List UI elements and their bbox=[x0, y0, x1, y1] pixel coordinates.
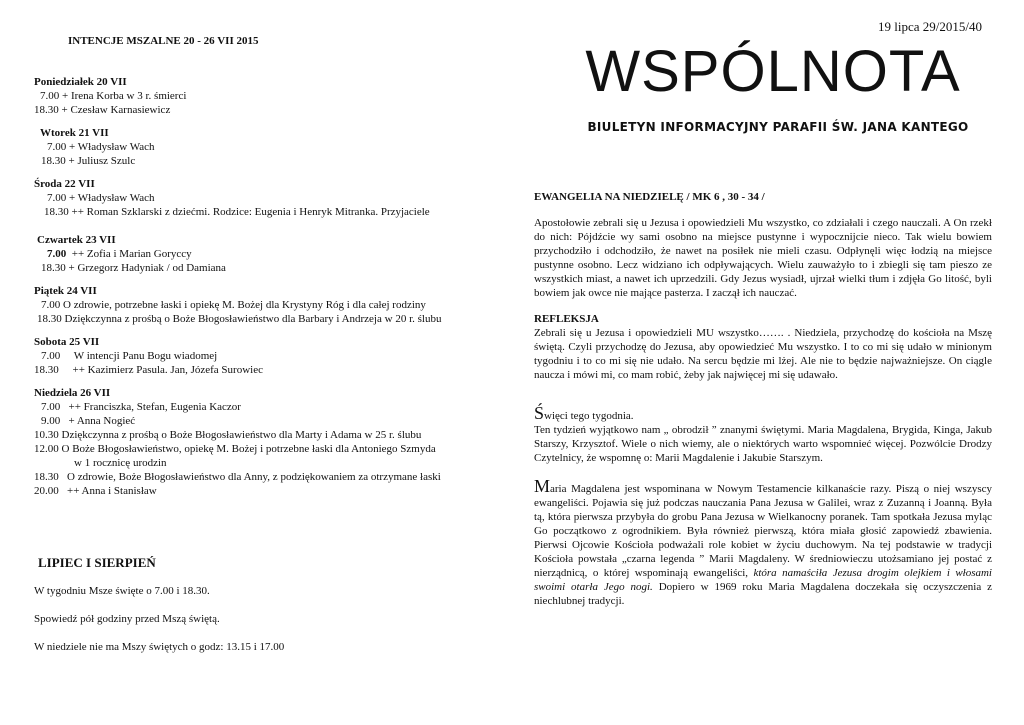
maria-magdalena-section bbox=[534, 476, 993, 608]
intentions-column bbox=[34, 34, 504, 666]
saints-text: Ten tydzień wyjątkowo nam „ obrodził ” znanymi świętymi. Maria Magdalena, Brygida, Kinga, Jakub Starszy, Krzysztof. Wiele o nich wiemy, ale o niektórych warto wspomnieć więcej. Pozwólcie Drodzy Czytelnicy, że wspomnę o: Marii Magdalenie i Jakubie Starszym. bbox=[534, 424, 992, 464]
day-title: Wtorek 21 VII bbox=[40, 127, 109, 139]
intention-line: w 1 rocznicę urodzin bbox=[74, 457, 167, 469]
intention-line: 18.30 ++ Kazimierz Pasula. Jan, Józefa Surowiec bbox=[34, 364, 263, 376]
day-title: Niedziela 26 VII bbox=[34, 387, 111, 399]
intention-line: 10.30 Dziękczynna z prośbą o Boże Błogosławieństwo dla Marty i Adama w 25 r. ślubu bbox=[34, 429, 422, 441]
maria-dropcap: M bbox=[534, 476, 551, 496]
intention-line: 9.00 + Anna Nogieć bbox=[41, 415, 136, 427]
day-title: Poniedziałek 20 VII bbox=[34, 76, 127, 88]
saints-section bbox=[534, 403, 992, 465]
maria-after: Dopiero w 1969 roku Maria Magdalena doczekała się oczyszczenia z niechlubnej tradycji. bbox=[534, 581, 993, 607]
day-title: Czwartek 23 VII bbox=[37, 234, 116, 246]
intention-line: 20.00 ++ Anna i Stanisław bbox=[34, 485, 157, 497]
schedule-title: LIPIEC I SIERPIEŃ bbox=[38, 555, 156, 570]
intention-line: 18.30 O zdrowie, Boże Błogosławieństwo dla Anny, z podziękowaniem za otrzymane łaski bbox=[34, 471, 441, 483]
intention-line: 18.30 + Czesław Karnasiewicz bbox=[34, 104, 171, 116]
saints-title-rest: więci tego tygodnia. bbox=[544, 410, 634, 422]
intention-line: 7.00 ++ Franciszka, Stefan, Eugenia Kaczor bbox=[41, 401, 241, 413]
day-friday bbox=[34, 284, 504, 326]
masthead-subtitle: BIULETYN INFORMACYJNY PARAFII ŚW. JANA KANTEGO bbox=[587, 120, 969, 134]
maria-italic: która namaściła Jezusa drogim olejkiem i włosami swoimi otarła Jego nogi. bbox=[534, 567, 992, 593]
intention-line: 18.30 + Grzegorz Hadyniak / od Damiana bbox=[41, 262, 226, 274]
intention-line bbox=[34, 247, 504, 261]
intention-line: 7.00 + Władysław Wach bbox=[47, 141, 155, 153]
day-tuesday bbox=[34, 126, 504, 168]
day-thursday bbox=[34, 233, 504, 275]
intention-line: 7.00 W intencji Panu Bogu wiadomej bbox=[41, 350, 218, 362]
intention-line: 7.00 + Władysław Wach bbox=[47, 192, 155, 204]
day-title: Sobota 25 VII bbox=[34, 336, 100, 348]
day-monday bbox=[34, 75, 504, 117]
intention-text: ++ Zofia i Marian Goryccy bbox=[71, 248, 192, 260]
bulletin-column bbox=[534, 20, 992, 608]
reflection-text: Zebrali się u Jezusa i opowiedzieli MU wszystko……. . Niedziela, przychodzę do kościoła na Mszę świętą. Czyli przychodzę do Jezusa, aby opowiedzieć Mu wszystko. I to co mi się udało w minionym tygodniu i to co mi się nie udało. Na sercu będzie mi lżej. Ale nie to będzie najważniejsze. On ciągle naucza i mówi mi, co mam robić, żeby jak najwięcej mi się udawało. bbox=[534, 327, 992, 381]
saints-title bbox=[534, 403, 992, 423]
intention-line: 7.00 O zdrowie, potrzebne łaski i opiekę M. Bożej dla Krystyny Róg i dla całej rodziny bbox=[41, 299, 426, 311]
issue-date: 19 lipca 29/2015/40 bbox=[878, 19, 982, 34]
intentions-header: INTENCJE MSZALNE 20 - 26 VII 2015 bbox=[68, 35, 259, 47]
day-wednesday bbox=[34, 177, 504, 219]
intention-line: 18.30 + Juliusz Szulc bbox=[41, 155, 136, 167]
intention-line: 18.30 ++ Roman Szklarski z dziećmi. Rodzice: Eugenia i Henryk Mitranka. Przyjaciele bbox=[44, 206, 430, 218]
day-title: Środa 22 VII bbox=[34, 178, 95, 190]
day-sunday bbox=[34, 386, 504, 498]
gospel-text: Apostołowie zebrali się u Jezusa i opowiedzieli Mu wszystko, co zdziałali i czego nauczali. A On rzekł do nich: Pójdźcie wy sami osobno na miejsce pustynne i wypocznijcie nieco. Tak wielu bowiem przychodziło i odchodziło, że nawet na posiłek nie mieli czasu. Odpłynęli więc łodzią na miejsce pustynne osobno. Lecz widziano ich odpływających. Wielu zauważyło to i zbiegli się tam pieszo ze wszystkich miast, a nawet ich uprzedzili. Gdy Jezus wysiadł, ujrzał wielki tłum i zdjęła Go litość, byli bowiem jak owce nie mające pasterza. I zaczął ich nauczać. bbox=[534, 217, 992, 299]
intention-line: 18.30 Dziękczynna z prośbą o Boże Błogosławieństwo dla Barbary i Andrzeja w 20 r. ślubu bbox=[37, 313, 442, 325]
saints-dropcap: Ś bbox=[534, 403, 545, 423]
gospel-title: EWANGELIA NA NIEDZIELĘ / MK 6 , 30 - 34 / bbox=[534, 191, 765, 203]
reflection-section bbox=[534, 312, 992, 382]
intention-line: 12.00 O Boże Błogosławieństwo, opiekę M. Bożej i potrzebne łaski dla Antoniego Szmyda bbox=[34, 443, 436, 455]
day-saturday bbox=[34, 335, 504, 377]
intention-time: 7.00 bbox=[47, 248, 67, 260]
schedule-line: Spowiedź pół godziny przed Mszą świętą. bbox=[34, 613, 220, 625]
masthead-title: WSPÓLNOTA bbox=[585, 39, 961, 104]
intention-line: 7.00 + Irena Korba w 3 r. śmierci bbox=[40, 90, 187, 102]
reflection-title: REFLEKSJA bbox=[534, 313, 599, 325]
maria-text: aria Magdalena jest wspominana w Nowym Testamencie kilkanaście razy. Piszą o niej wszyscy ewangeliści. Pojawia się już podczas nauczania Pana Jezusa w Galilei, wraz z Zuzanną i Joanną. Była tą, która pierwsza przybyła do grobu Pana Jezusa w Wielkanocny poranek. Tam spotkała Jezusa myląc Go początkowo z ogrodnikiem. Była również pierwszą, która miała głosić zapowiedź zbawienia. Pierwsi Ojcowie Kościoła podważali role kobiet w życiu duchowym. Na tej podstawie w tradycji Kościoła powstała „czarna legenda ” Marii Magdaleny. W średniowieczu utożsamiano jej postać z nierządnicą, o której wspominają ewangeliści, bbox=[534, 483, 992, 579]
day-title: Piątek 24 VII bbox=[34, 285, 97, 297]
schedule-line: W niedziele nie ma Mszy świętych o godz: 13.15 i 17.00 bbox=[34, 641, 285, 653]
schedule-line: W tygodniu Msze święte o 7.00 i 18.30. bbox=[34, 585, 210, 597]
